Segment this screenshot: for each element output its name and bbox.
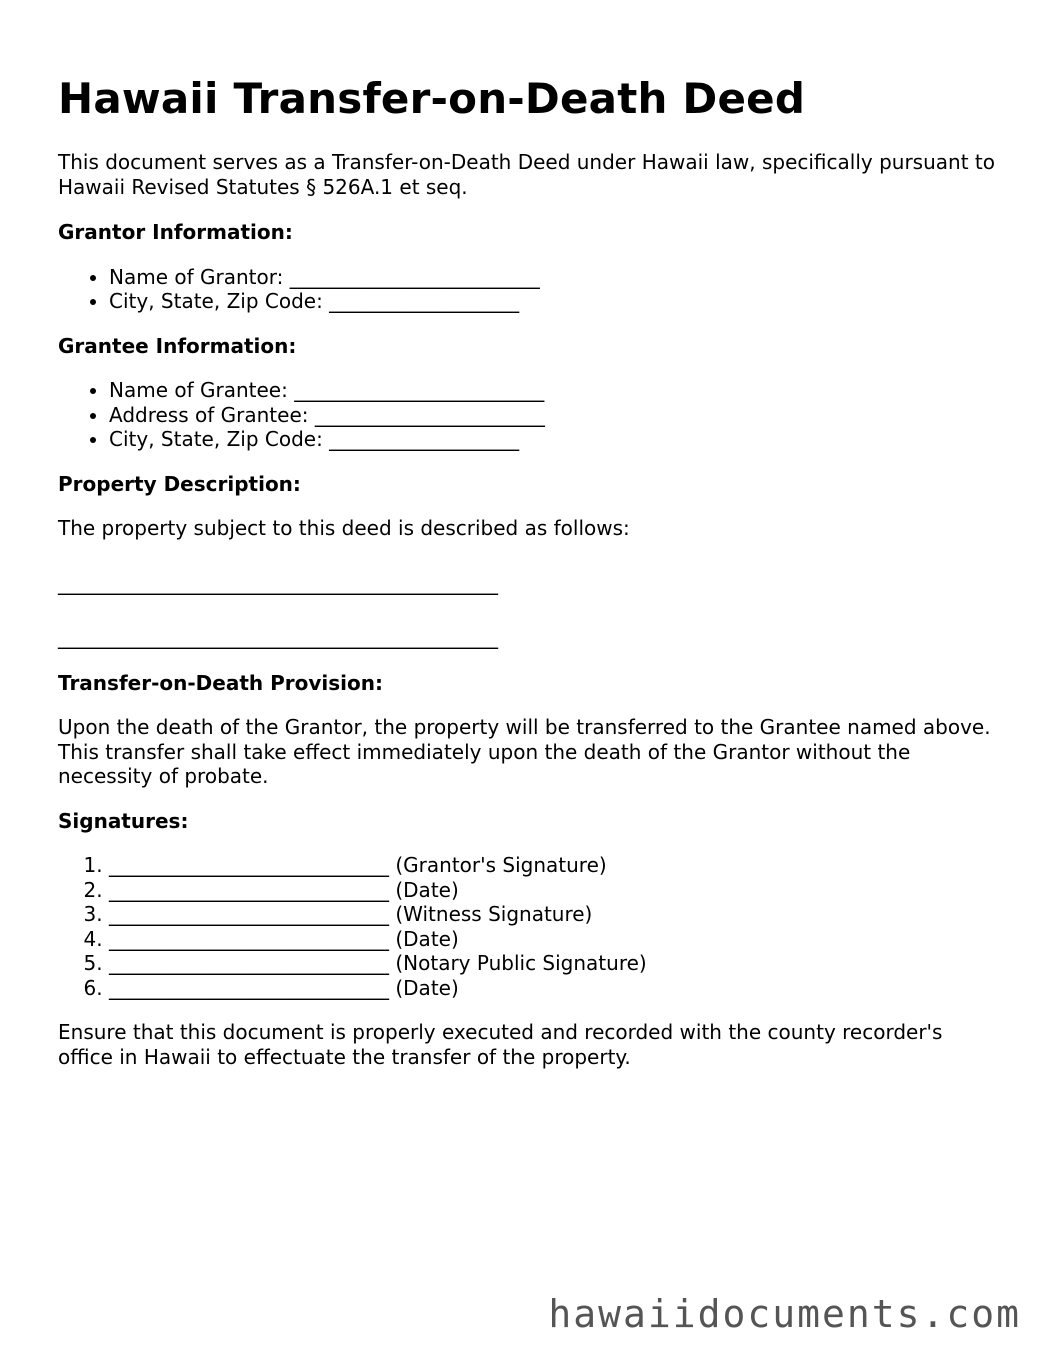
page-title: Hawaii Transfer-on-Death Deed [58,74,806,123]
property-heading: Property Description: [58,471,301,496]
grantee-name-field: • Name of Grantee: _________________________ [109,378,1003,403]
site-watermark: hawaiidocuments.com [548,1292,1021,1336]
grantor-heading: Grantor Information: [58,220,293,244]
property-blank-line-1: ____________________________________________ [58,570,498,595]
grantor-date-line: 2. ____________________________ (Date) [109,878,1003,903]
grantor-city-field: • City, State, Zip Code: ___________________ [109,289,1003,314]
grantor-list [58,265,1003,314]
signatures-list [58,853,1003,1000]
closing-paragraph: Ensure that this document is properly executed and recorded with the county recorder's office in Hawaii to effectuate the transfer of the property. [58,1020,943,1069]
signatures-heading: Signatures: [58,808,189,833]
notary-date-line: 6. ____________________________ (Date) [109,976,1003,1001]
document-page [58,70,1003,1069]
grantor-signature-line: 1. ____________________________ (Grantor's Signature) [109,853,1003,878]
notary-signature-line: 5. ____________________________ (Notary Public Signature) [109,951,1003,976]
property-text: The property subject to this deed is described as follows: [58,516,630,540]
grantee-heading: Grantee Information: [58,333,297,358]
grantee-address-field: • Address of Grantee: _______________________ [109,403,1003,428]
property-blank-line-2: ____________________________________________ [58,625,498,649]
provision-heading: Transfer-on-Death Provision: [58,670,383,695]
grantor-name-field: • Name of Grantor: _________________________ [109,265,1003,290]
witness-signature-line: 3. ____________________________ (Witness Signature) [109,902,1003,927]
grantee-list [58,378,1003,452]
provision-text: Upon the death of the Grantor, the property will be transferred to the Grantee named above. This transfer shall take effect immediately upon the death of the Grantor without the necessity of probate. [58,715,991,788]
intro-paragraph: This document serves as a Transfer-on-Death Deed under Hawaii law, specifically pursuant to Hawaii Revised Statutes § 526A.1 et seq. [58,150,995,199]
grantee-city-field: • City, State, Zip Code: ___________________ [109,427,1003,452]
witness-date-line: 4. ____________________________ (Date) [109,927,1003,952]
